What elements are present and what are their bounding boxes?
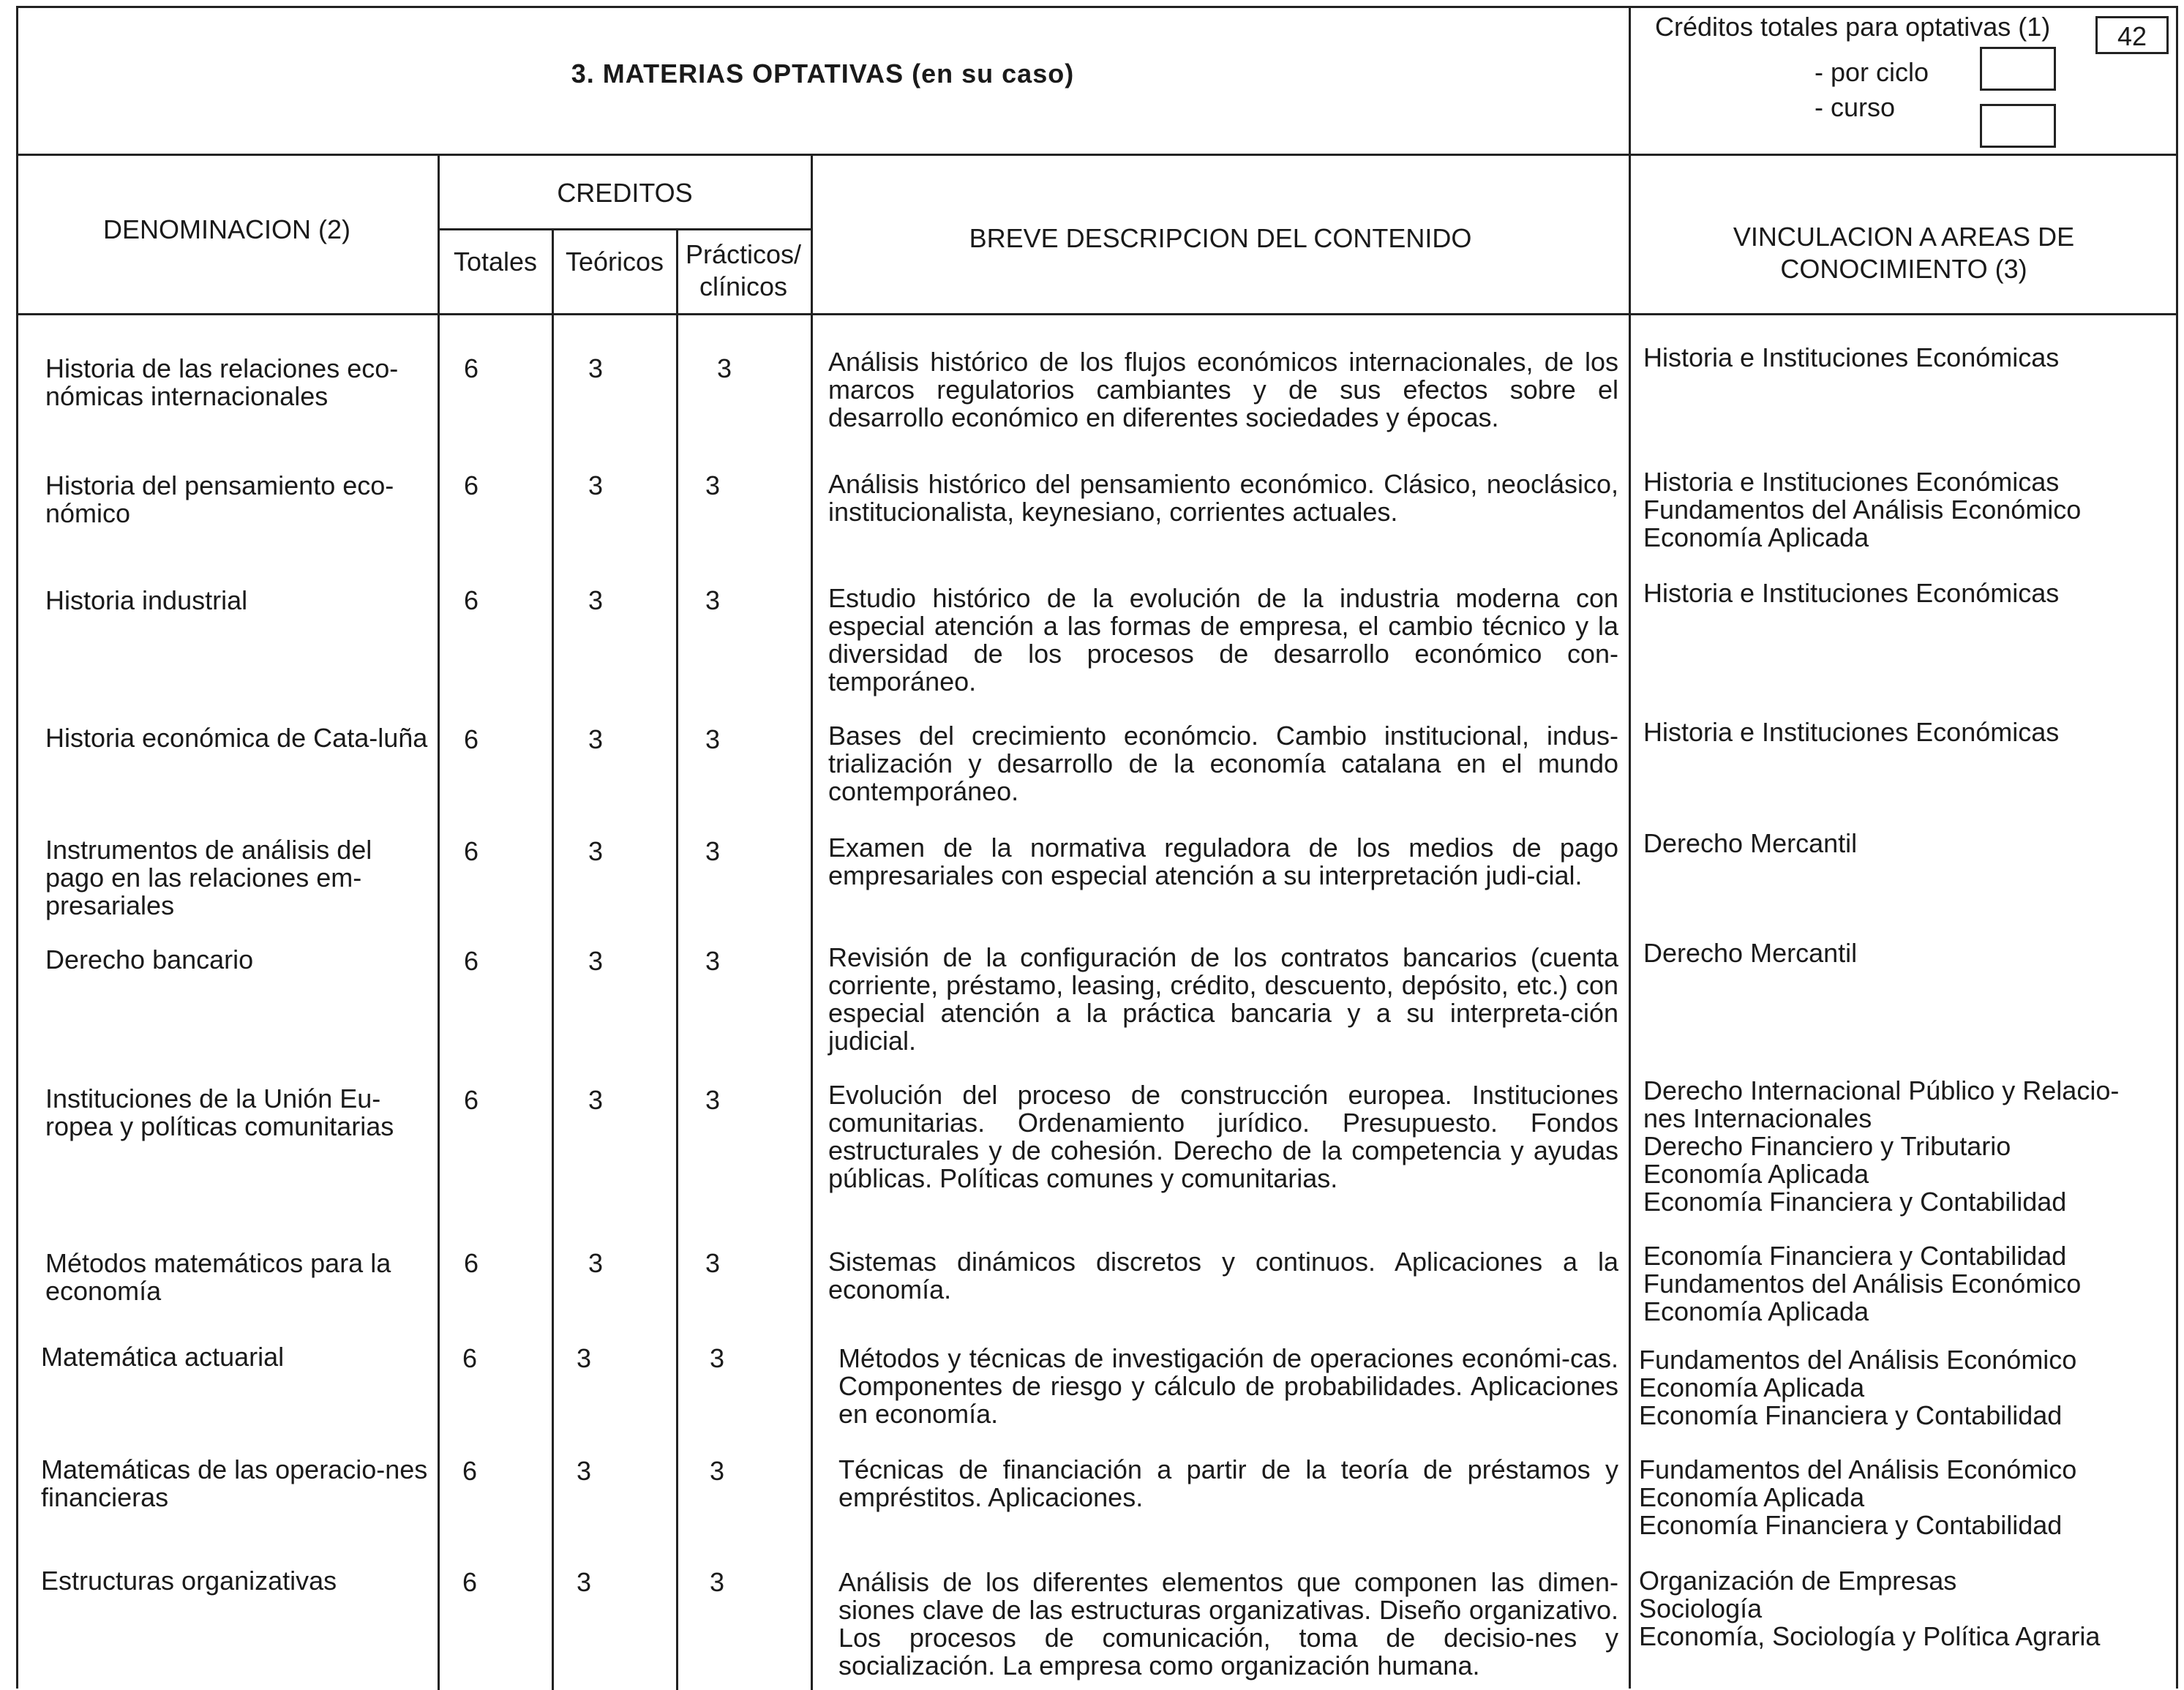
credits-subheader-divider: [439, 228, 811, 230]
credits-header: CREDITOS: [557, 178, 693, 208]
area-item: Sociología: [1639, 1593, 1763, 1623]
row-description: Análisis histórico de los flujos económicos internacionales, de los marcos regulatorios cambiantes y de sus efectos sobre el desarrollo económico en diferentes sociedades y épocas.: [828, 347, 1618, 432]
area-item: Derecho Internacional Público y Relacio-: [1643, 1075, 2120, 1105]
row-denomination: Estructuras organizativas: [41, 1566, 337, 1596]
row-practicos: 3: [705, 1248, 721, 1278]
area-item: Economía Aplicada: [1643, 1296, 1869, 1326]
row-denomination: Instituciones de la Unión Eu-ropea y políticas comunitarias: [45, 1084, 394, 1141]
row-description: Bases del crecimiento económcio. Cambio institucional, indus-trialización y desarrollo de la economía catalana en el mundo contemporáneo.: [828, 721, 1618, 806]
row-description: Estudio histórico de la evolución de la industria moderna con especial atención a las formas de empresa, el cambio técnico y la diversidad de los procesos de desarrollo económico con-temporáneo.: [828, 583, 1618, 696]
row-areas: [1643, 1242, 2170, 1326]
area-item: Historia e Instituciones Económicas: [1643, 578, 2060, 608]
row-denomination: Historia económica de Cata-luña: [45, 723, 428, 753]
row-areas: [1643, 344, 2170, 372]
row-teoricos: 3: [588, 470, 604, 500]
denomination-header: DENOMINACION (2): [102, 214, 350, 244]
row-practicos: 3: [709, 1456, 725, 1486]
row-areas: [1639, 1346, 2166, 1430]
area-item: Fundamentos del Análisis Económico: [1639, 1454, 2077, 1484]
area-item: Derecho Mercantil: [1643, 938, 1858, 968]
row-areas: [1643, 830, 2170, 857]
row-denomination: Historia industrial: [45, 585, 248, 615]
row-practicos: 3: [705, 836, 721, 866]
area-item: Economía Aplicada: [1643, 522, 1869, 552]
row-teoricos: 3: [588, 946, 604, 976]
row-teoricos: 3: [588, 353, 604, 383]
row-teoricos: 3: [576, 1567, 592, 1597]
per-cycle-box: [1980, 47, 2056, 91]
area-item: nes Internacionales: [1643, 1103, 1872, 1133]
area-item: Economía Financiera y Contabilidad: [1643, 1241, 2067, 1271]
row-totales: 6: [463, 585, 479, 615]
area-item: Organización de Empresas: [1639, 1566, 1957, 1596]
header-divider: [16, 154, 2178, 156]
row-teoricos: 3: [588, 836, 604, 866]
row-areas: [1643, 579, 2170, 607]
area-item: Economía Aplicada: [1643, 1159, 1869, 1189]
row-practicos: 3: [705, 470, 721, 500]
area-item: Fundamentos del Análisis Económico: [1643, 1269, 2082, 1299]
col-divider-totales: [552, 228, 554, 1690]
areas-header: [1630, 221, 2177, 285]
row-description: Análisis histórico del pensamiento económico. Clásico, neoclásico, institucionalista, keynesiano, corrientes actuales.: [828, 469, 1618, 527]
row-description: Evolución del proceso de construcción europea. Instituciones comunitarias. Ordenamiento jurídico. Presupuesto. Fondos estructurales y de cohesión. Derecho de la competencia y ayudas públicas. Políticas comunes y comunitarias.: [828, 1080, 1618, 1193]
theoretical-header: Teóricos: [565, 247, 664, 277]
row-areas: [1639, 1456, 2166, 1539]
row-totales: 6: [463, 946, 479, 976]
column-header-divider: [16, 313, 2178, 315]
row-teoricos: 3: [576, 1343, 592, 1373]
area-item: Economía Financiera y Contabilidad: [1643, 1187, 2067, 1217]
col-divider-name: [438, 154, 440, 1690]
row-description: Examen de la normativa reguladora de los medios de pago empresariales con especial atención a su interpretación judi-cial.: [828, 833, 1618, 890]
row-practicos: 3: [716, 353, 732, 383]
row-totales: 6: [462, 1456, 478, 1486]
row-areas: [1643, 468, 2170, 552]
row-denomination: Derecho bancario: [45, 944, 254, 974]
row-teoricos: 3: [576, 1456, 592, 1486]
row-description: Técnicas de financiación a partir de la teoría de préstamos y empréstitos. Aplicaciones.: [838, 1454, 1618, 1512]
row-areas: [1639, 1567, 2166, 1650]
row-practicos: 3: [705, 1085, 721, 1115]
row-totales: 6: [463, 353, 479, 383]
area-item: Economía Aplicada: [1639, 1372, 1865, 1402]
area-item: Economía Financiera y Contabilidad: [1639, 1400, 2063, 1430]
row-areas: [1643, 939, 2170, 967]
row-denomination: Historia de las relaciones eco-nómicas internacionales: [45, 353, 399, 411]
row-areas: [1643, 1077, 2170, 1216]
row-denomination: Instrumentos de análisis del pago en las relaciones em-presariales: [45, 835, 372, 920]
row-denomination: Historia del pensamiento eco-nómico: [45, 470, 394, 528]
practical-header: [676, 239, 811, 303]
row-totales: 6: [462, 1343, 478, 1373]
per-course-box: [1980, 104, 2056, 148]
row-denomination: Matemática actuarial: [41, 1342, 285, 1372]
areas-header-line2: CONOCIMIENTO (3): [1780, 254, 2027, 284]
area-item: Economía, Sociología y Política Agraria: [1639, 1621, 2101, 1651]
row-teoricos: 3: [588, 585, 604, 615]
area-item: Economía Financiera y Contabilidad: [1639, 1510, 2063, 1540]
row-practicos: 3: [709, 1343, 725, 1373]
row-practicos: 3: [705, 946, 721, 976]
row-totales: 6: [463, 1085, 479, 1115]
credits-total-value: 42: [2095, 16, 2169, 54]
per-course-label: - curso: [1815, 92, 1896, 122]
area-item: Historia e Instituciones Económicas: [1643, 717, 2060, 747]
row-denomination: Matemáticas de las operacio-nes financieras: [41, 1454, 428, 1512]
col-divider-teoricos: [676, 228, 678, 1690]
row-practicos: 3: [709, 1567, 725, 1597]
row-teoricos: 3: [588, 1085, 604, 1115]
row-totales: 6: [463, 1248, 479, 1278]
area-item: Historia e Instituciones Económicas: [1643, 342, 2060, 372]
row-description: Revisión de la configuración de los contratos bancarios (cuenta corriente, préstamo, leasing, crédito, descuento, depósito, etc.) con especial atención a la práctica bancaria y a su interpreta-ción judicial.: [828, 942, 1618, 1056]
credits-total-label: Créditos totales para optativas (1): [1655, 12, 2051, 42]
row-description: Sistemas dinámicos discretos y continuos. Aplicaciones a la economía.: [828, 1247, 1618, 1304]
row-denomination: Métodos matemáticos para la economía: [45, 1248, 391, 1306]
row-description: Métodos y técnicas de investigación de operaciones económi-cas. Componentes de riesgo y cálculo de probabilidades. Aplicaciones en economía.: [838, 1343, 1618, 1429]
row-teoricos: 3: [588, 724, 604, 754]
area-item: Derecho Financiero y Tributario: [1643, 1131, 2011, 1161]
row-description: Análisis de los diferentes elementos que componen las dimen-siones clave de las estructuras organizativas. Diseño organizativo. Los procesos de comunicación, toma de decisio-nes y socialización. La empresa como organización humana.: [838, 1567, 1618, 1680]
practical-header-line1: Prácticos/: [685, 239, 802, 269]
area-item: Historia e Instituciones Económicas: [1643, 467, 2060, 497]
per-cycle-label: - por ciclo: [1815, 57, 1929, 87]
totals-header: Totales: [453, 247, 538, 277]
row-totales: 6: [463, 836, 479, 866]
row-practicos: 3: [705, 585, 721, 615]
area-item: Economía Aplicada: [1639, 1482, 1865, 1512]
row-totales: 6: [462, 1567, 478, 1597]
section-title: 3. MATERIAS OPTATIVAS (en su caso): [571, 59, 1075, 89]
row-teoricos: 3: [588, 1248, 604, 1278]
row-practicos: 3: [705, 724, 721, 754]
row-areas: [1643, 718, 2170, 746]
practical-header-line2: clínicos: [699, 271, 788, 301]
area-item: Fundamentos del Análisis Económico: [1643, 495, 2082, 525]
row-totales: 6: [463, 470, 479, 500]
areas-header-line1: VINCULACION A AREAS DE: [1733, 222, 2075, 252]
description-header: BREVE DESCRIPCION DEL CONTENIDO: [969, 223, 1472, 253]
area-item: Derecho Mercantil: [1643, 828, 1858, 858]
row-totales: 6: [463, 724, 479, 754]
col-divider-practicos: [811, 154, 813, 1690]
area-item: Fundamentos del Análisis Económico: [1639, 1345, 2077, 1375]
